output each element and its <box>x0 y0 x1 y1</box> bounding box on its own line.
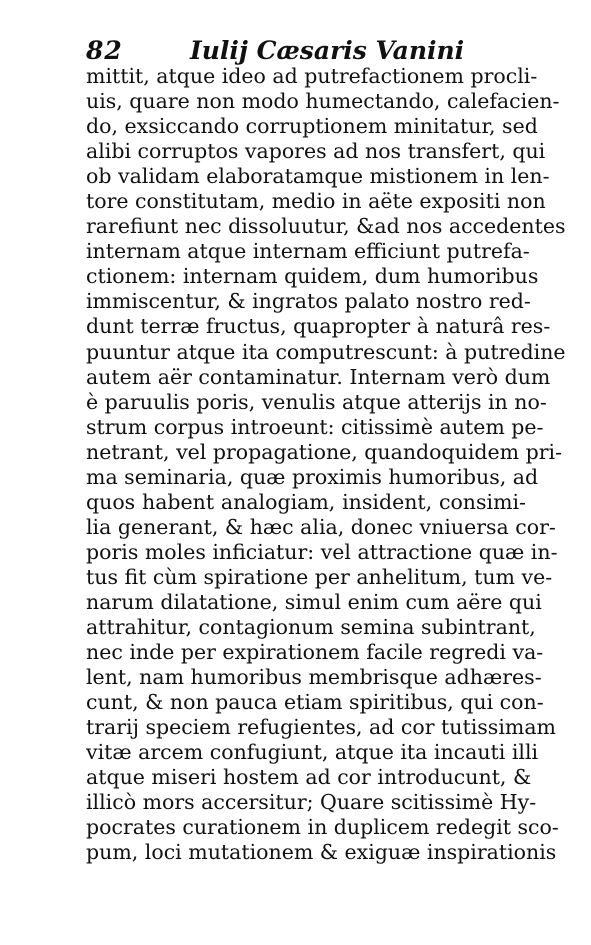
text-line: mittit, atque ideo ad putrefactionem procli- <box>86 64 538 88</box>
text-line: pocrates curationem in duplicem redegit sco- <box>86 815 559 840</box>
text-line: atque miseri hostem ad cor introducunt, & <box>86 765 532 790</box>
text-line: attrahitur, contagionum semina subintrant, <box>86 615 536 640</box>
text-line: internam atque internam efficiunt putrefa- <box>86 239 530 264</box>
running-head: Iulij Cæsaris Vanini <box>190 36 465 65</box>
text-line: lia generant, & hæc alia, donec vniuersa cor- <box>86 514 556 539</box>
text-line: tore constitutam, medio in aëte expositi non <box>86 189 546 214</box>
text-line: tus fit cùm spiratione per anhelitum, tum ve- <box>86 564 553 589</box>
text-line: puuntur atque ita computrescunt: à putredine <box>86 339 566 364</box>
text-line: dunt terræ fructus, quapropter à naturâ res- <box>86 314 551 339</box>
text-line: rarefiunt nec dissoluutur, &ad nos accedentes <box>86 214 566 239</box>
text-line: trarij speciem refugientes, ad cor tutissimam <box>86 715 556 740</box>
text-line: poris moles inficiatur: vel attractione quæ in- <box>86 539 558 564</box>
text-line: pum, loci mutationem & exiguæ inspirationis <box>86 840 557 865</box>
text-line: è paruulis poris, venulis atque atterijs in no- <box>86 389 547 414</box>
text-line: nec inde per expirationem facile regredi va- <box>86 640 544 665</box>
text-line: vitæ arcem confugiunt, atque ita incauti illi <box>86 740 539 765</box>
text-line: immiscentur, & ingratos palato nostro red- <box>86 289 531 314</box>
text-line: ob validam elaboratamque mistionem in len- <box>86 164 550 189</box>
text-line: alibi corruptos vapores ad nos transfert, qui <box>86 139 546 164</box>
body-text <box>86 64 566 866</box>
text-line: cunt, & non pauca etiam spiritibus, qui con- <box>86 690 544 715</box>
text-line: uis, quare non modo humectando, calefacien- <box>86 89 560 114</box>
text-line: illicò mors accersitur; Quare scitissimè Hy- <box>86 790 537 815</box>
text-line: quos habent analogiam, insident, consimi- <box>86 489 526 514</box>
text-line: do, exsiccando corruptionem minitatur, sed <box>86 114 538 139</box>
text-line: narum dilatatione, simul enim cum aëre qui <box>86 589 542 614</box>
text-line: ctionem: internam quidem, dum humoribus <box>86 264 539 289</box>
text-line: netrant, vel propagatione, quandoquidem pri- <box>86 439 563 464</box>
page-number: 82 <box>86 36 123 65</box>
text-line: ma seminaria, quæ proximis humoribus, ad <box>86 464 539 489</box>
text-line: lent, nam humoribus membrisque adhæres- <box>86 665 542 690</box>
text-line: autem aër contaminatur. Internam verò dum <box>86 364 551 389</box>
text-line: strum corpus introeunt: citissimè autem pe- <box>86 414 544 439</box>
